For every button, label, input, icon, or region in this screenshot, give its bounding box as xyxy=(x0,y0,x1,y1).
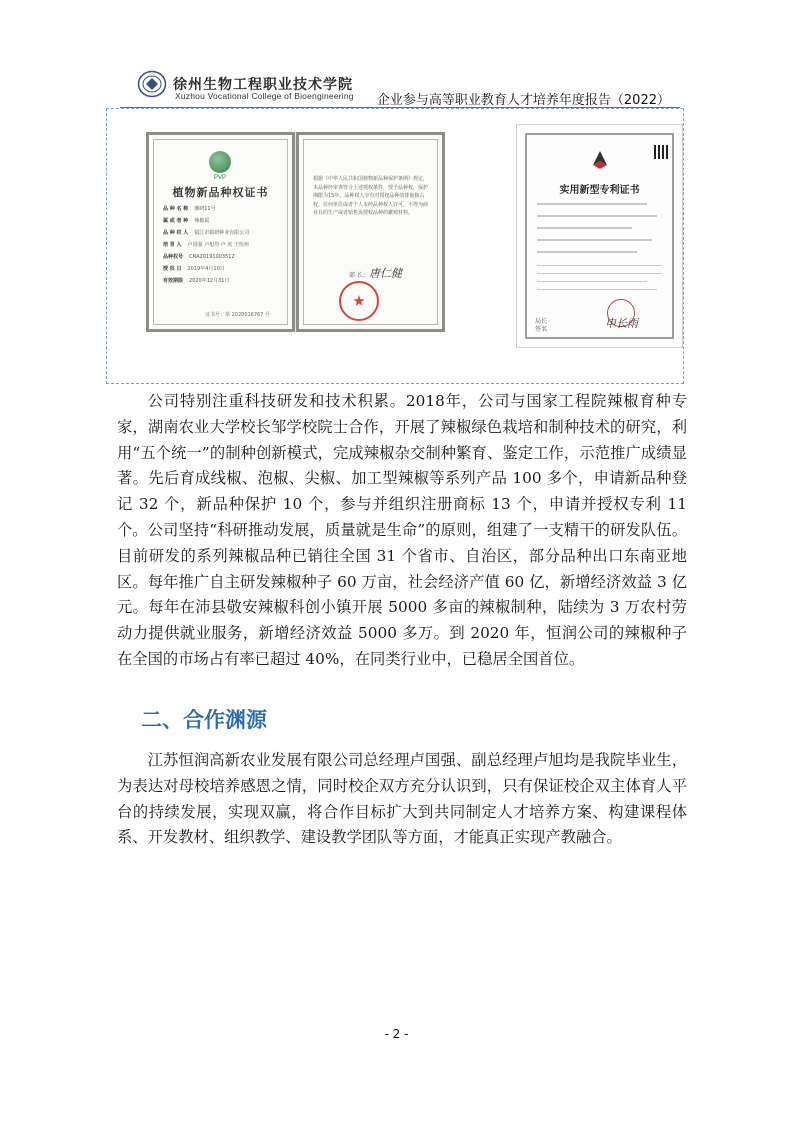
qr-code-icon xyxy=(654,145,668,159)
paragraph-development: 公司坚持“科研推动发展，质量就是生命”的原则，组建了一支精干的研发队伍。目前研发的系列辣椒品种已销往全国 31 个省市、自治区，部分品种出口东南亚地区。每年推广自主研发辣椒种子 60 万亩，社会经济产值 60 亿，新增经济效益 3 亿元。每年在沛县敬安辣椒科创小镇开展 5000 多亩的辣椒制种，陆续为 3 万农村劳动力提供就业服务，新增经济效益 5000 多万。到 2020 年，恒润公司的辣椒种子在全国的市场占有率已超过 40%，在同类行业中，已稳居全国首位。 xyxy=(117,521,687,668)
signature-label: 局长 签名 xyxy=(535,318,548,333)
paragraph-cooperation-origin: 江苏恒润高新农业发展有限公司总经理卢国强、副总经理卢旭均是我院毕业生，为表达对母校培养感恩之情，同时校企双方充分认识到，只有保证校企双主体育人平台的持续发展，实现双赢，将合作目标扩大到共同制定人才培养方案、构建课程体系、开发教材、组织教学、建设教学团队等方面，才能真正实现产教融合。 xyxy=(117,751,687,847)
report-title: 企业参与高等职业教育人才培养年度报告（2022） xyxy=(376,93,670,108)
page-number: - 2 - xyxy=(384,1027,409,1041)
section-heading: 二、合作渊源 xyxy=(141,708,267,732)
certificate-left-page xyxy=(146,132,295,332)
signature-label: 部 长： xyxy=(349,272,369,279)
certificate-number: 证书号：第 2020016767 号 xyxy=(205,312,270,318)
paragraph-research: 公司特别注重科技研发和技术积累。2018年，公司与国家工程院辣椒育种专家，湖南农业大学校长邹学校院士合作，开展了辣椒绿色栽培和制种技术的研究，利用“五个统一”的制种创新模式，完成辣椒杂交制种繁育、鉴定工作，示范推广成绩显著。先后育成线椒、泡椒、尖椒、加工型辣椒等系列产品 100 多个，申请新品种登记 32 个，新品种保护 10 个，参与并组织注册商标 13 个，申请并授权专利 11 个。 xyxy=(117,392,687,539)
certificate-body-text: 根据《中华人民共和国植物新品种保护条例》规定，本品种经审查符合上述授权条件，授予品种权，保护期限为15年。品种权人享有对授权品种的排他独占权，任何单位或者个人未经品种权人许可，不得为商业目的生产或者销售该授权品种的繁殖材料。 xyxy=(313,176,429,216)
certificate-row: 品 种 权 人 镇江市镇研种业有限公司 xyxy=(163,230,250,236)
certificate-title: 植物新品种权证书 xyxy=(172,186,269,199)
plant-variety-certificate xyxy=(146,132,445,332)
signature: 唐仁健 xyxy=(369,267,402,280)
certificate-row: 品 种 名 称 湘研11号 xyxy=(163,206,216,212)
certificate-row: 培 育 人 卢国强 卢旭均 卢 虎 王恒州 xyxy=(163,242,249,248)
certificate-row: 有效期限 2020年12月31日 xyxy=(163,278,230,284)
certificate-row: 品种权号 CNA20191003512 xyxy=(163,254,235,260)
certificate-row: 授 权 日 2019年4月10日 xyxy=(163,266,225,272)
college-name: 徐州生物工程职业技术学院 xyxy=(173,77,353,93)
official-seal-icon xyxy=(339,281,379,321)
signature: 申长雨 xyxy=(605,317,638,330)
patent-office-emblem-icon xyxy=(589,149,611,171)
utility-patent-certificate xyxy=(517,125,682,347)
patent-title: 实用新型专利证书 xyxy=(559,185,640,196)
pvp-logo-icon xyxy=(209,151,231,173)
college-name-english: Xuzhou Vocational College of Bioengineering xyxy=(175,91,354,101)
college-logo-icon xyxy=(137,70,167,98)
certificate-right-page xyxy=(296,132,445,332)
pvp-logo-text: PVP xyxy=(213,175,226,181)
certificate-row: 属 或 者 种 辣椒属 xyxy=(163,218,210,224)
